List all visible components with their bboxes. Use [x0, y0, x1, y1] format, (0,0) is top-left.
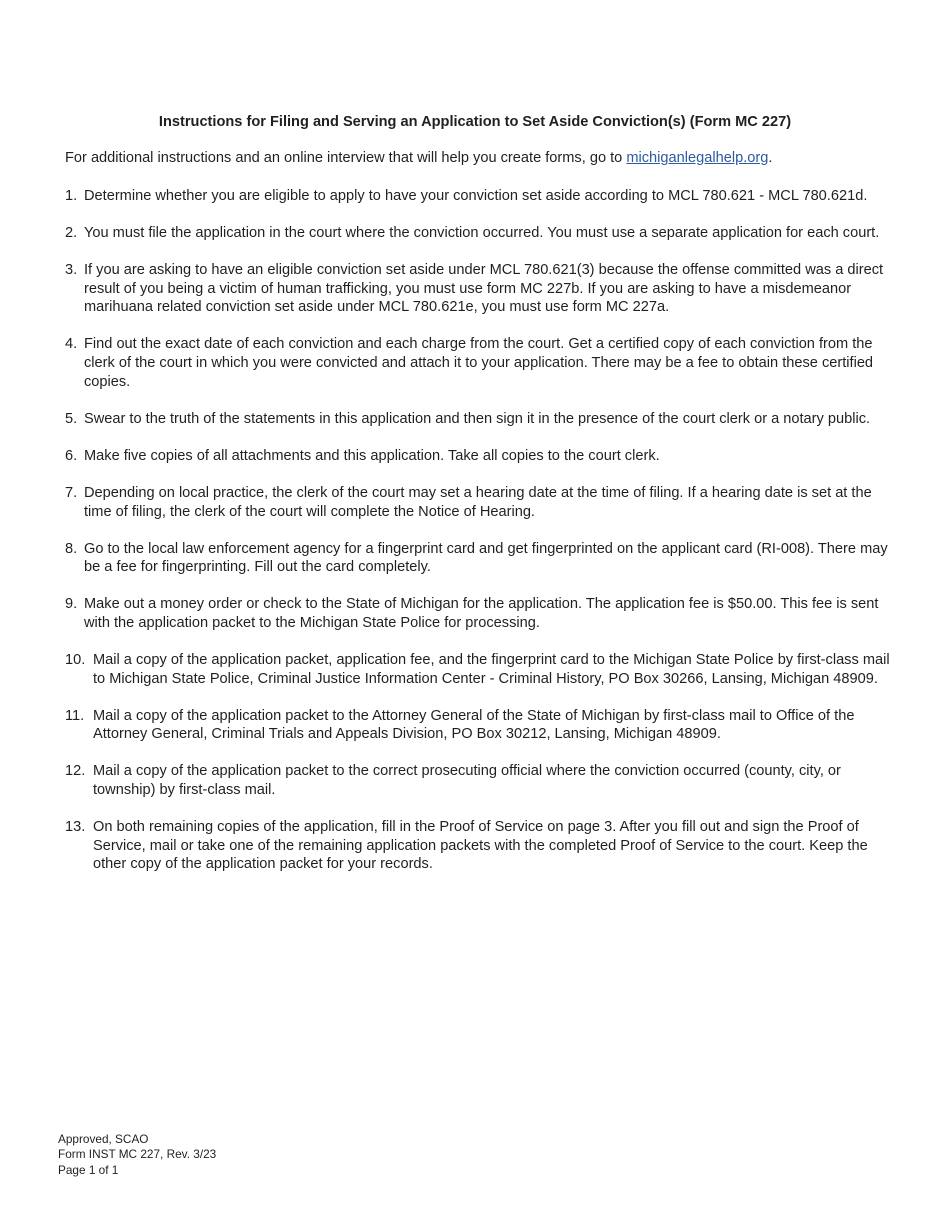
- instruction-step-2: [65, 224, 895, 243]
- instruction-step-1: [65, 187, 895, 206]
- instruction-steps-list: [65, 187, 895, 892]
- step-number: 11.: [65, 707, 85, 724]
- step-number: 6.: [65, 447, 78, 464]
- instruction-step-11: [65, 707, 895, 744]
- intro-paragraph: [65, 149, 895, 168]
- form-number-line: Form INST MC 227, Rev. 3/23: [58, 1147, 217, 1162]
- intro-period: .: [768, 150, 773, 166]
- step-text: Depending on local practice, the clerk of the court may set a hearing date at the time of filing. If a hearing date is set at the time of filing, the clerk of the court will complete the Notice of Hearing.: [84, 484, 872, 520]
- step-text: Swear to the truth of the statements in this application and then sign it in the presence of the court clerk or a notary public.: [84, 410, 871, 427]
- step-number: 10.: [65, 652, 86, 668]
- instruction-step-9: [65, 595, 895, 632]
- step-number: 8.: [65, 540, 78, 557]
- form-footer: [58, 1132, 216, 1178]
- step-number: 9.: [65, 596, 78, 613]
- intro-text: For additional instructions and an online interview that will help you create forms, go to: [65, 150, 627, 166]
- instruction-step-7: [65, 484, 895, 521]
- instruction-step-8: [65, 540, 895, 577]
- instruction-step-5: [65, 410, 895, 429]
- document-title: Instructions for Filing and Serving an Application to Set Aside Conviction(s) (Form MC 227): [158, 114, 792, 130]
- step-text: Go to the local law enforcement agency for a fingerprint card and get fingerprinted on the applicant card (RI-008). There may be a fee for fingerprinting. Fill out the card completely.: [84, 540, 888, 576]
- step-number: 3.: [65, 262, 78, 279]
- step-number: 12.: [65, 763, 86, 780]
- instruction-step-6: [65, 447, 895, 466]
- approval-line: Approved, SCAO: [58, 1132, 149, 1146]
- step-text: Mail a copy of the application packet to the Attorney General of the State of Michigan by first-class mail to Office of the Attorney General, Criminal Trials and Appeals Division, PO Box 30212, Lansing, Michigan 48909.: [93, 707, 855, 743]
- step-text: Mail a copy of the application packet, application fee, and the fingerprint card to the Michigan State Police by first-class mail to Michigan State Police, Criminal Justice Information Center - Criminal History, PO Box 30266, Lansing, Michigan 48909.: [93, 652, 890, 687]
- step-text: You must file the application in the court where the conviction occurred. You must use a separate application for each court.: [84, 225, 880, 242]
- step-number: 13.: [65, 819, 86, 836]
- step-number: 4.: [65, 336, 78, 353]
- step-text: Find out the exact date of each conviction and each charge from the court. Get a certified copy of each conviction from the clerk of the court in which you were convicted and attach it to your application. There may be a fee to obtain these certified copies.: [84, 336, 874, 390]
- instruction-step-3: [65, 261, 895, 317]
- step-text: If you are asking to have an eligible conviction set aside under MCL 780.621(3) because the offense committed was a direct result of you being a victim of human trafficking, you must use form MC 227b. If you are asking to have a misdemeanor marihuana related conviction set aside under MCL 780.621e, you must use form MC 227a.: [84, 262, 884, 316]
- instruction-step-10: [65, 651, 895, 688]
- michiganlegalhelp-link[interactable]: michiganlegalhelp.org: [626, 150, 769, 166]
- step-text: Mail a copy of the application packet to the correct prosecuting official where the conviction occurred (county, city, or township) by first-class mail.: [93, 763, 841, 798]
- page-number-line: Page 1 of 1: [58, 1162, 119, 1177]
- step-number: 7.: [65, 484, 78, 501]
- step-text: Make out a money order or check to the State of Michigan for the application. The application fee is $50.00. This fee is sent with the application packet to the Michigan State Police for processing.: [84, 596, 879, 631]
- step-number: 1.: [65, 188, 78, 204]
- instruction-step-13: [65, 818, 895, 874]
- instruction-step-12: [65, 762, 895, 799]
- step-text: Determine whether you are eligible to apply to have your conviction set aside according to MCL 780.621 - MCL 780.621d.: [84, 188, 868, 204]
- step-number: 2.: [65, 225, 78, 242]
- step-text: Make five copies of all attachments and this application. Take all copies to the court clerk.: [84, 447, 660, 464]
- step-text: On both remaining copies of the application, fill in the Proof of Service on page 3. After you fill out and sign the Proof of Service, mail or take one of the remaining application packets with the completed Proof of Service to the court. Keep the other copy of the application packet for your records.: [93, 819, 868, 873]
- instruction-step-4: [65, 335, 895, 391]
- step-number: 5.: [65, 410, 78, 427]
